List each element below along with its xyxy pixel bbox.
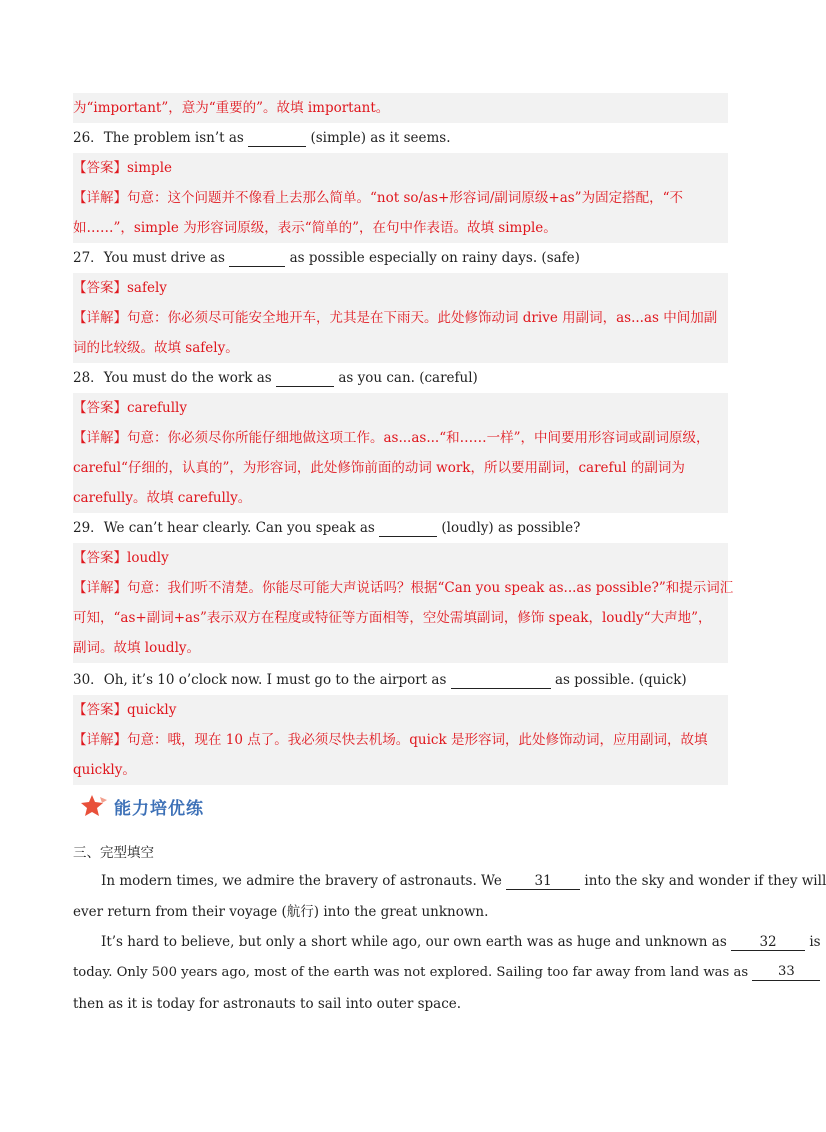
- answer-label: 【答案】: [73, 280, 127, 296]
- detail-text: 句意：这个问题并不像看上去那么简单。“not so/as+形容词/副词原级+as”为固定搭配，“不: [127, 190, 683, 206]
- passage-text: today. Only 500 years ago, most of the earth was not explored. Sailing too far away from land was as: [73, 965, 749, 980]
- blank-33[interactable]: 33: [752, 964, 820, 981]
- section-banner-title: 能力培优练: [114, 798, 204, 819]
- answer-26: [73, 153, 728, 183]
- detail-text: 句意：你必须尽可能安全地开车，尤其是在下雨天。此处修饰动词 drive 用副词，as...as 中间加副: [127, 310, 718, 326]
- passage-text: is: [809, 934, 821, 950]
- answer-value: quickly: [127, 702, 177, 718]
- passage-text: In modern times, we admire the bravery of astronauts. We: [101, 873, 502, 889]
- answer-blank[interactable]: [379, 520, 437, 537]
- detail-26-line2: 如……”，simple 为形容词原级，表示“简单的”，在句中作表语。故填 simple。: [73, 213, 728, 243]
- question-text-before: Oh, it’s 10 o’clock now. I must go to the airport as: [103, 672, 447, 688]
- answer-value: carefully: [127, 400, 188, 416]
- question-text-before: You must do the work as: [103, 370, 272, 386]
- question-number: 26．: [73, 130, 104, 146]
- question-number: 29．: [73, 520, 104, 536]
- answer-29: [73, 543, 728, 573]
- question-text-before: We can’t hear clearly. Can you speak as: [103, 520, 375, 536]
- answer-label: 【答案】: [73, 160, 127, 176]
- question-number: 30．: [73, 672, 104, 688]
- detail-29-line1: [73, 573, 734, 603]
- answer-blank[interactable]: [229, 250, 285, 267]
- question-28: [73, 363, 728, 393]
- answer-value: loudly: [127, 550, 169, 566]
- question-text-before: The problem isn’t as: [103, 130, 244, 146]
- detail-label: 【详解】: [73, 310, 127, 326]
- blank-32[interactable]: 32: [731, 934, 805, 951]
- detail-text: 句意：哦，现在 10 点了。我必须尽快去机场。quick 是形容词，此处修饰动词，应用副词，故填: [127, 732, 708, 748]
- detail-30-line2: quickly。: [73, 755, 728, 785]
- answer-30: [73, 695, 728, 725]
- answer-value: safely: [127, 280, 167, 296]
- detail-label: 【详解】: [73, 190, 127, 206]
- question-26: [73, 123, 728, 153]
- question-text-after: (loudly) as possible?: [441, 520, 581, 536]
- detail-28-line1: [73, 423, 728, 453]
- detail-29-line2: 可知，“as+副词+as”表示双方在程度或特征等方面相等，空处需填副词，修饰 speak，loudly“大声地”，: [73, 603, 728, 633]
- passage-p1-line2: ever return from their voyage (航行) into the great unknown.: [73, 904, 489, 920]
- answer-blank[interactable]: [248, 130, 306, 147]
- question-text-after: as possible especially on rainy days. (safe): [289, 250, 580, 266]
- detail-28-line3: carefully。故填 carefully。: [73, 483, 728, 513]
- question-27: [73, 243, 728, 273]
- detail-label: 【详解】: [73, 430, 127, 446]
- answer-blank[interactable]: [451, 672, 551, 689]
- prev-detail-tail: 为“important”，意为“重要的”。故填 important。: [73, 93, 728, 123]
- detail-label: 【详解】: [73, 580, 127, 596]
- detail-26-line1: [73, 183, 728, 213]
- detail-28-line2: careful“仔细的，认真的”，为形容词，此处修饰前面的动词 work，所以要用副词，careful 的副词为: [73, 453, 728, 483]
- blank-31[interactable]: 31: [506, 873, 580, 890]
- question-text-after: as you can. (careful): [338, 370, 478, 386]
- passage-p2-line3: then as it is today for astronauts to sail into outer space.: [73, 996, 462, 1012]
- answer-value: simple: [127, 160, 172, 176]
- passage-text: into the sky and wonder if they will: [584, 873, 826, 889]
- question-number: 27．: [73, 250, 104, 266]
- question-text-after: as possible. (quick): [554, 672, 687, 688]
- answer-27: [73, 273, 728, 303]
- passage-p2-line1: [101, 927, 821, 957]
- answer-28: [73, 393, 728, 423]
- passage-p2-line2: [73, 958, 795, 988]
- passage-p1-line1: [101, 866, 826, 896]
- detail-29-line3: 副词。故填 loudly。: [73, 633, 728, 663]
- passage-text: It’s hard to believe, but only a short while ago, our own earth was as huge and unknown as: [101, 934, 727, 950]
- question-number: 28．: [73, 370, 104, 386]
- answer-label: 【答案】: [73, 550, 127, 566]
- star-icon: [80, 794, 108, 818]
- detail-text: 句意：你必须尽你所能仔细地做这项工作。as...as...“和……一样”，中间要用形容词或副词原级，: [127, 430, 710, 446]
- detail-27-line1: [73, 303, 728, 333]
- section-heading: 三、完型填空: [73, 845, 154, 861]
- detail-label: 【详解】: [73, 732, 127, 748]
- detail-text: 句意：我们听不清楚。你能尽可能大声说话吗？根据“Can you speak as...as possible?”和提示词汇: [127, 580, 734, 596]
- answer-label: 【答案】: [73, 702, 127, 718]
- question-29: [73, 513, 728, 543]
- question-text-before: You must drive as: [103, 250, 225, 266]
- detail-27-line2: 词的比较级。故填 safely。: [73, 333, 728, 363]
- question-text-after: (simple) as it seems.: [310, 130, 451, 146]
- section-banner: [80, 790, 204, 822]
- detail-30-line1: [73, 725, 728, 755]
- answer-label: 【答案】: [73, 400, 127, 416]
- answer-blank[interactable]: [276, 370, 334, 387]
- question-30: [73, 665, 728, 695]
